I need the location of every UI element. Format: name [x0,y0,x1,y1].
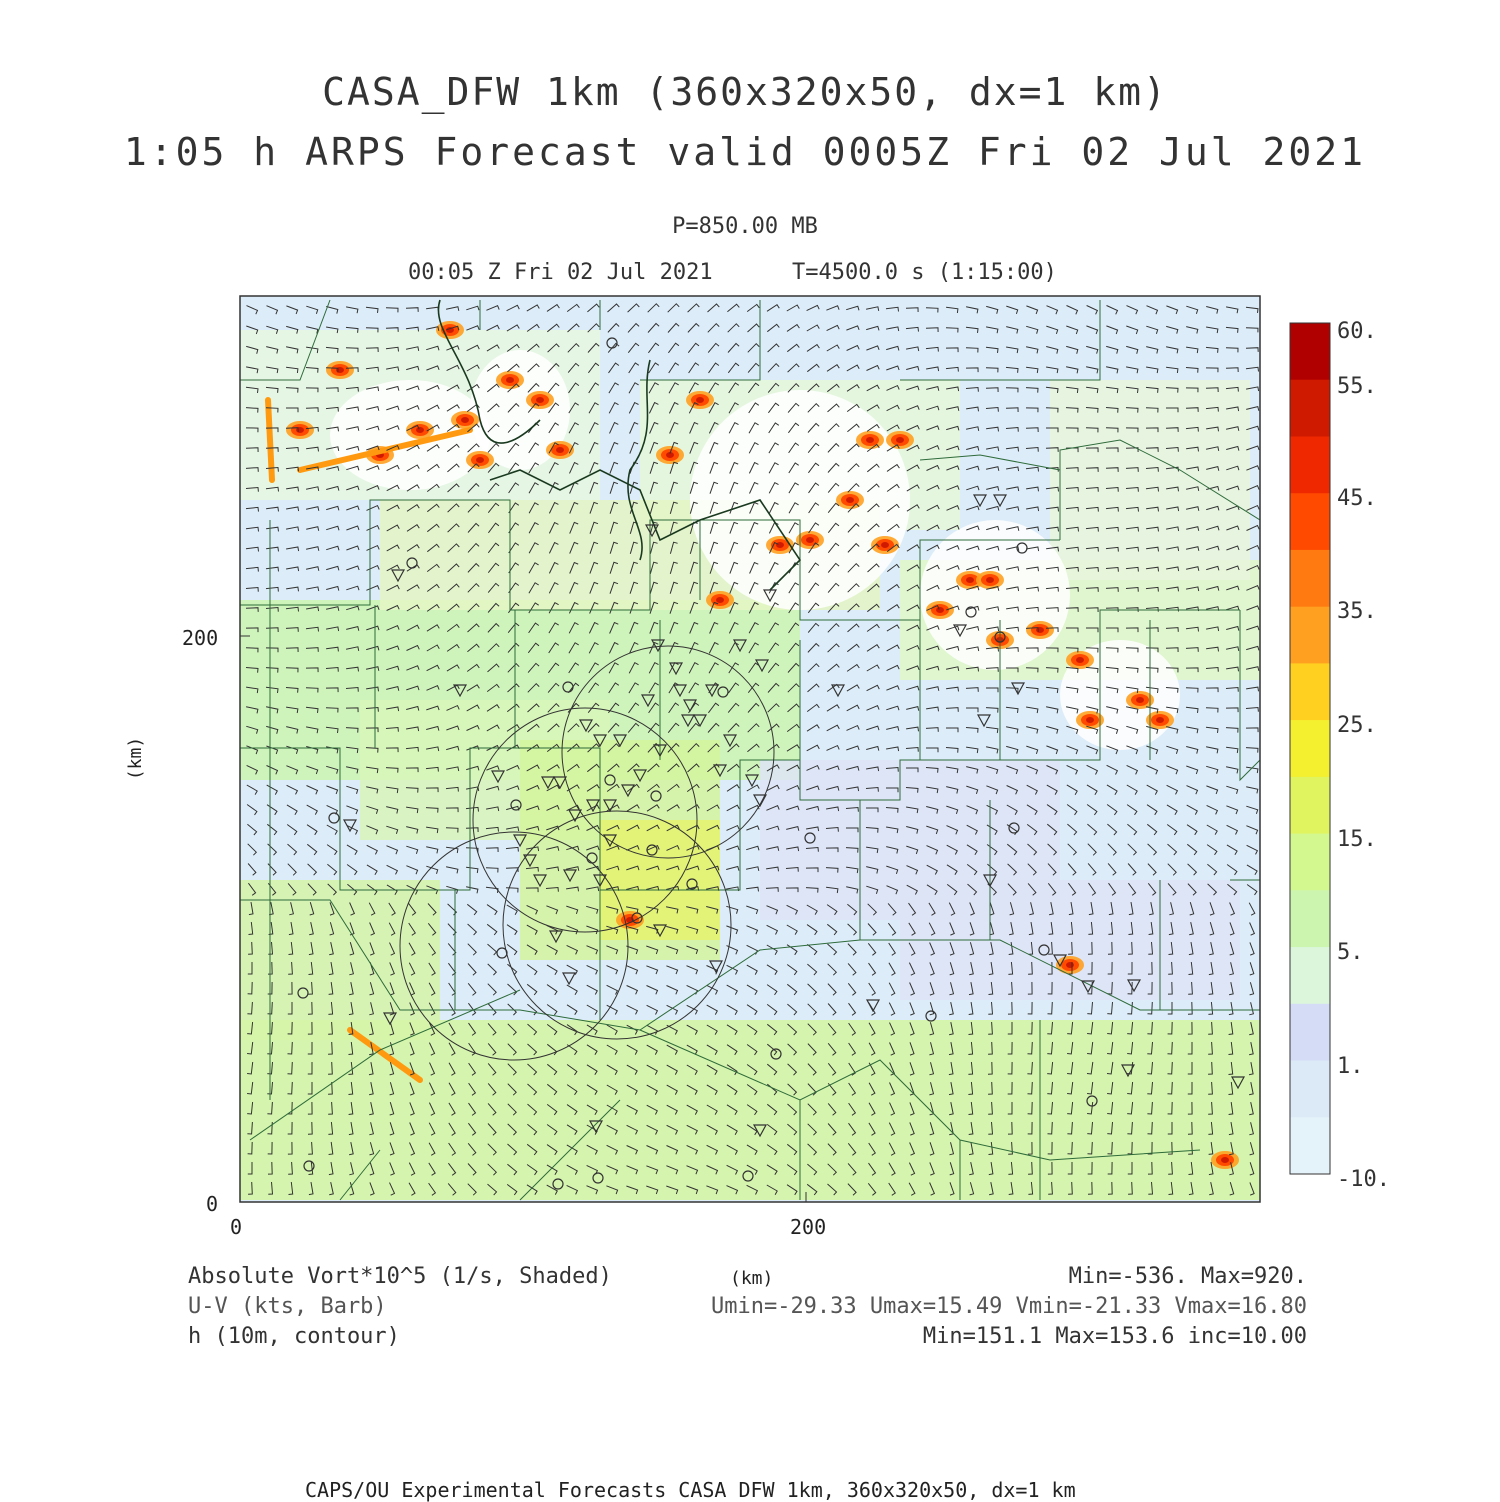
vort-blob [1076,657,1084,663]
title-line2: 1:05 h ARPS Forecast valid 0005Z Fri 02 Jul 2021 [123,130,1367,174]
colorbar-swatch [1290,720,1330,777]
vort-blob [966,577,974,583]
y-tick-label-0: 0 [206,1192,219,1216]
vort-blob [776,542,784,548]
colorbar-swatch [1290,777,1330,834]
colorbar-label: 1. [1337,1054,1364,1079]
vort-blob [846,497,854,503]
colorbar-label: 35. [1337,599,1377,624]
vort-blob [461,417,469,423]
x-axis-label: (km) [730,1268,774,1289]
colorbar-swatch [1290,1061,1330,1118]
title-line1: CASA_DFW 1km (360x320x50, dx=1 km) [322,70,1168,114]
colorbar-swatch [1290,437,1330,494]
x-tick-label-200: 200 [790,1215,827,1239]
colorbar-label: 60. [1337,319,1377,344]
colorbar-swatch [1290,890,1330,947]
colorbar-label: 15. [1337,827,1377,852]
legend-field3: h (10m, contour) [188,1324,400,1349]
vort-blob [986,577,994,583]
legend-field1: Absolute Vort*10^5 (1/s, Shaded) [188,1264,612,1289]
vort-blob [536,397,544,403]
colorbar-swatch [1290,323,1330,380]
y-tick-label-200: 200 [182,626,219,650]
vort-blob [556,447,564,453]
vort-blob [1136,697,1144,703]
vort-blob [506,377,514,383]
vort-blob [866,437,874,443]
colorbar-label: 25. [1337,713,1377,738]
colorbar-swatch [1290,834,1330,891]
vort-blob [1066,962,1074,968]
pressure-level: P=850.00 MB [672,214,818,239]
colorbar-swatch [1290,493,1330,550]
vort-blob [806,537,814,543]
colorbar-label: 45. [1337,486,1377,511]
colorbar-swatch [1290,550,1330,607]
stats-height: Min=151.1 Max=153.6 inc=10.00 [922,1324,1307,1349]
vort-blob [1086,717,1094,723]
colorbar-swatch [1290,663,1330,720]
vort-blob [696,397,704,403]
colorbar-label: 55. [1337,374,1377,399]
colorbar-label: -10. [1337,1167,1390,1192]
y-axis-label: (km) [125,736,147,781]
stats-wind: Umin=-29.33 Umax=15.49 Vmin=-21.33 Vmax=16.80 [710,1294,1307,1319]
stats-vorticity: Min=-536. Max=920. [1068,1264,1307,1289]
valid-time: 00:05 Z Fri 02 Jul 2021 [408,260,713,285]
colorbar-swatch [1290,607,1330,664]
vort-blob [936,607,944,613]
vort-blob [416,427,424,433]
colorbar-swatch [1290,380,1330,437]
vort-blob [881,542,889,548]
colorbar-label: 5. [1337,940,1364,965]
vort-blob [1221,1157,1229,1163]
x-tick-label-0: 0 [230,1215,243,1239]
colorbar [1290,319,1390,1192]
colorbar-swatch [1290,947,1330,1004]
footer-credit: CAPS/OU Experimental Forecasts CASA DFW 1km, 360x320x50, dx=1 km [305,1478,1076,1502]
vort-blob [1156,717,1164,723]
legend-field2: U-V (kts, Barb) [188,1294,387,1319]
colorbar-swatch [1290,1004,1330,1061]
vort-blob [896,437,904,443]
colorbar-swatch [1290,1117,1330,1174]
vort-blob [716,597,724,603]
vort-blob [476,457,484,463]
shade-patch [1050,380,1250,580]
model-time: T=4500.0 s (1:15:00) [792,260,1057,285]
